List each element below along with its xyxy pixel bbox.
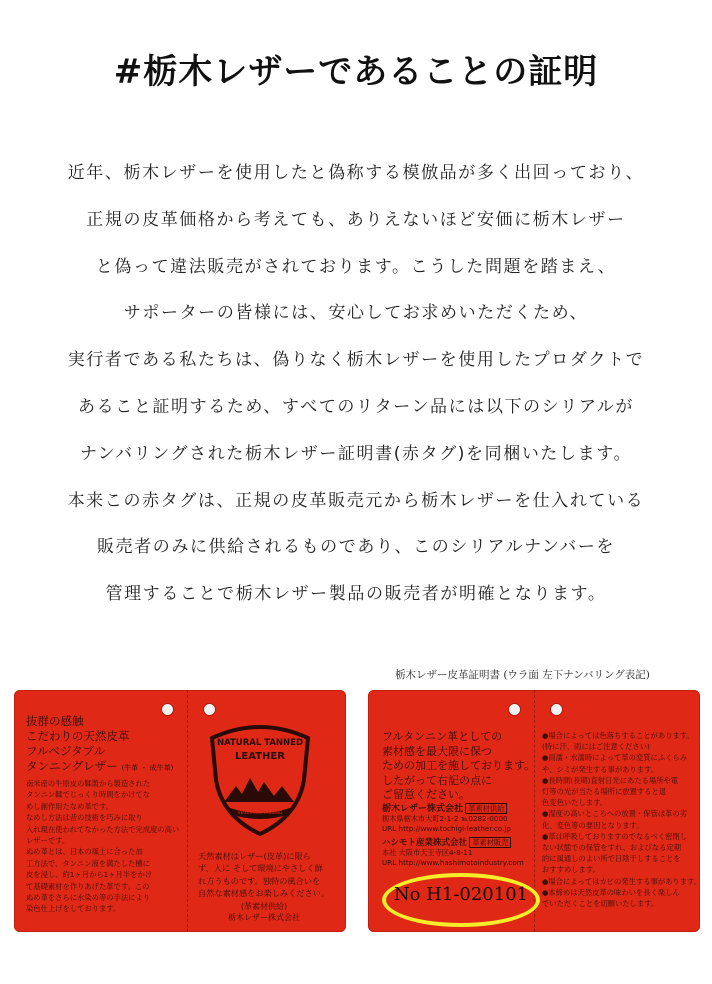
body-line: と偽って違法販売がされております。こうした問題を踏まえ、 xyxy=(95,256,617,277)
body-line: あること証明するため、すべてのリターン品には以下のシリアルが xyxy=(78,396,634,417)
tag-hole xyxy=(508,703,521,716)
body-line: サポーターの皆様には、安心してお求めいただくため、 xyxy=(123,303,589,324)
body-text xyxy=(0,150,712,618)
logo-ribbon-text: VEGETABLE TANNING xyxy=(237,810,283,815)
tag-back-heading: フルタンニン革としての 素材感を最大限に保つ ための加工を施しております。 したがって右記の点に ご留意ください。 xyxy=(382,730,536,802)
tag-hole xyxy=(203,703,216,716)
tag-front-description: 南米産の牛原皮の鞣製から製造された タンニン鞣でじっくり時間をかけてな めし創作用たなめ革です。 なめし方法は昔の技術を巧みに取り 入れ現在使われてなかった方法で完成度の高い レザーです。 ぬめ革とは、日本の風土に合った加 工方法で、タンニン液を満たした槽に 皮を浸し、約1ヶ月から1ヶ月半をかけ て基礎素材を作りあげた革です。この ぬめ革をさらに水染め等の手法により 染色仕上げをしております。 xyxy=(26,779,180,914)
tag-back-care-notes: ●場合によっては色落ちすることがあります。 (特に汗、雨にはご注意ください) ●雨濡・水濡時によって革の変質にふくらみ や、シミが発生する事があります。 ●長時間(長期)直射日光にあたる場所や電 灯等の光が当たる場所に放置すると退 色変色いたします。 ●湿度の高いところへの放置・保管は革の劣 化、変色等の要因となります。 ●革は呼吸しておりますのでなるべく密閉し ない状態での保管をすれ、およびなる定期 的に風通しのよい所で日陰干しすることを おすすめします。 ●場合によってはカビの発生する事があります。 ●本締めは天然皮革の味わいを長く楽しん でいただくことを切願いたします。 xyxy=(542,731,702,909)
body-line: ナンバリングされた栃木レザー証明書(赤タグ)を同梱いたします。 xyxy=(79,443,633,464)
mountains-icon xyxy=(224,778,294,802)
body-line: 販売者のみに供給されるものであり、このシリアルナンバーを xyxy=(96,537,616,558)
body-line: 正規の皮革価格から考えても、ありえないほど安価に栃木レザー xyxy=(86,209,626,230)
logo-bottom-text: LEATHER xyxy=(235,751,285,762)
photo-caption: 栃木レザー皮革証明書 (ウラ面 左下ナンバリング表記) xyxy=(395,669,650,681)
logo-top-text: NATURAL TANNED xyxy=(216,738,304,748)
tag-fold-line xyxy=(187,690,188,932)
body-line: 管理することで栃木レザー製品の販売者が明確となります。 xyxy=(105,584,607,605)
page-title: #栃木レザーであることの証明 xyxy=(113,52,599,92)
body-line: 実行者である私たちは、偽りなく栃木レザーを使用したプロダクトで xyxy=(67,350,645,371)
tag-front-heading: 抜群の感触 こだわりの天然皮革 フルベジタブル タンニングレザー (牛革 ・ 成牛革) xyxy=(26,714,174,773)
tag-back-companies: 栃木レザー株式会社 革素材供給 栃木県栃木市大町2-1-2 ℡0282-0000 URL http://www.tochigi-leather.co.jp ハシモト産業株式会社 革素材販売 本社 大阪市天王寺区4-8-11 URL http://www.hashimotoindustry.com xyxy=(382,804,524,867)
tag-front-footer: 天然素材はレザー(皮革)に限ら ず、人に そして環境にやさしく鮮 れ方うものです。独特の風合いを 自然な素材感をお楽しみください。 xyxy=(198,851,330,899)
tag-hole xyxy=(550,703,563,716)
body-line: 近年、栃木レザーを使用したと偽称する模倣品が多く出回っており、 xyxy=(67,163,645,183)
natural-tanned-leather-logo xyxy=(204,720,316,838)
serial-number: No H1-020101 xyxy=(393,884,529,905)
tag-front-maker: (革素材供給) 栃木レザー株式会社 xyxy=(228,902,300,922)
tag-front-photo xyxy=(14,690,346,932)
body-line: 本来この赤タグは、正規の皮革販売元から栃木レザーを仕入れている xyxy=(67,490,645,511)
